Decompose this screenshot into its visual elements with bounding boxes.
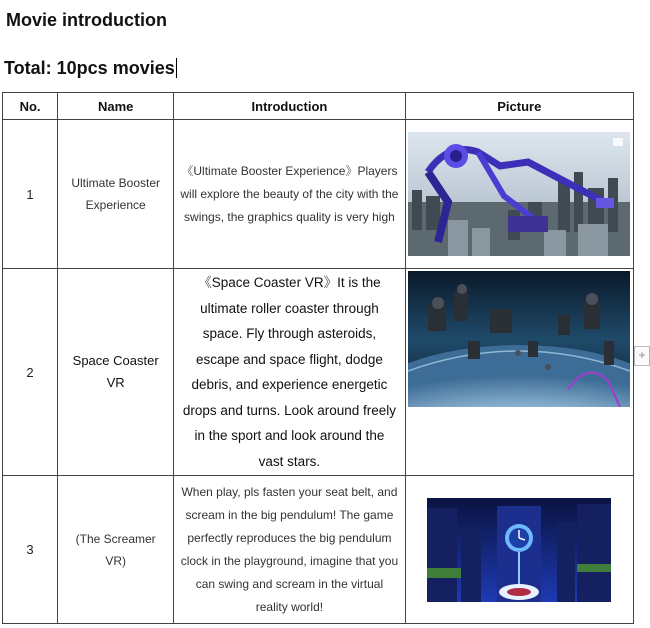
row-number: 1 (3, 120, 58, 269)
subtitle-text: Total: 10pcs movies (4, 58, 175, 78)
movie-table (2, 92, 634, 624)
add-column-button[interactable]: + (634, 346, 650, 366)
movie-name-cell (58, 476, 174, 624)
movie-name-cell (58, 269, 174, 476)
movie-picture-cell (405, 120, 633, 269)
header-picture: Picture (405, 93, 633, 120)
movie-picture-cell (405, 269, 633, 476)
document-subtitle[interactable] (4, 58, 177, 79)
movie-name: Space Coaster VR (72, 353, 159, 390)
pendulum-clock-city-image (427, 498, 611, 602)
header-name: Name (58, 93, 174, 120)
table-row (3, 476, 634, 624)
movie-intro-cell (174, 120, 405, 269)
header-no: No. (3, 93, 58, 120)
vr-roller-arm-over-city-image (408, 132, 630, 256)
space-coaster-image (408, 271, 630, 407)
row-number: 2 (3, 269, 58, 476)
table-header-row (3, 93, 634, 120)
movie-intro: When play, pls fasten your seat belt, and scream in the big pendulum! The game perfectly reproduces the big pendulum clock in the playground, imagine that you can swing and scream in the virtual reality world! (180, 484, 399, 614)
movie-name: Ultimate Booster Experience (71, 176, 161, 212)
table-row (3, 269, 634, 476)
movie-picture-cell (405, 476, 633, 624)
movie-intro-cell (174, 476, 405, 624)
row-number: 3 (3, 476, 58, 624)
movie-intro: 《Ultimate Booster Experience》Players will explore the beauty of the city with the swings, the graphics quality is very high (180, 163, 399, 224)
table-row (3, 120, 634, 269)
document-title: Movie introduction (6, 10, 167, 30)
movie-name-cell (58, 120, 174, 269)
header-introduction: Introduction (174, 93, 405, 120)
movie-intro: 《Space Coaster VR》It is the ultimate roller coaster through space. Fly through asteroids, escape and space flight, dodge debris, and experience energetic drops and turns. Look around freely in the sport and look around the vast stars. (182, 275, 396, 469)
movie-name: (The Screamer VR) (75, 531, 156, 568)
text-cursor (176, 58, 177, 78)
movie-intro-cell (174, 269, 405, 476)
